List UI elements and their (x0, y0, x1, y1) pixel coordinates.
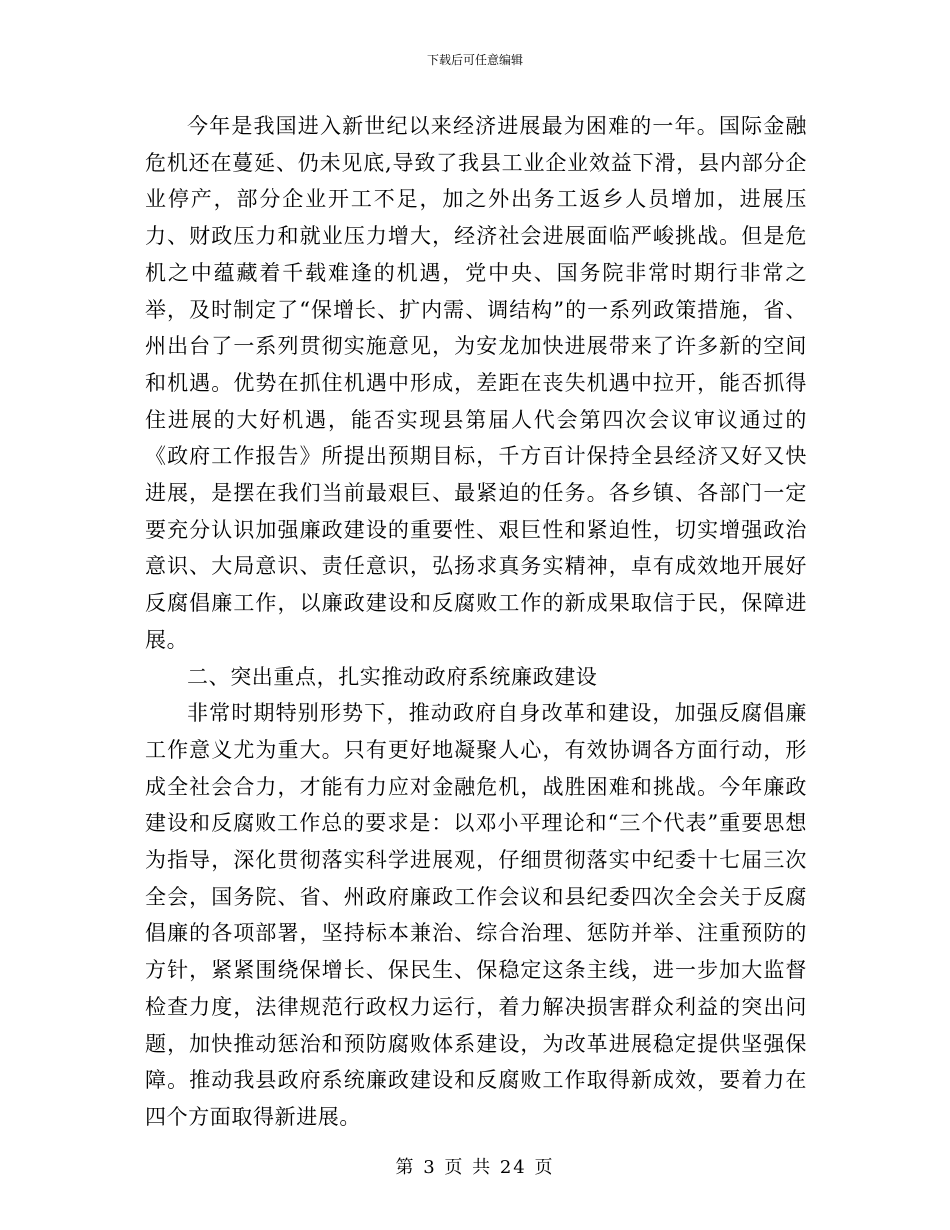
paragraph-1: 今年是我国进入新世纪以来经济进展最为困难的一年。国际金融危机还在蔓延、仍未见底,导致了我县工业企业效益下滑，县内部分企业停产，部分企业开工不足，加之外出务工返乡人员增加，进展压力、财政压力和就业压力增大，经济社会进展面临严峻挑战。但是危机之中蕴藏着千载难逢的机遇，党中央、国务院非常时期行非常之举，及时制定了“保增长、扩内需、调结构”的一系列政策措施，省、州出台了一系列贯彻实施意见，为安龙加快进展带来了许多新的空间和机遇。优势在抓住机遇中形成，差距在丧失机遇中拉开，能否抓得住进展的大好机遇，能否实现县第届人代会第四次会议审议通过的《政府工作报告》所提出预期目标，千方百计保持全县经济又好又快进展，是摆在我们当前最艰巨、最紧迫的任务。各乡镇、各部门一定要充分认识加强廉政建设的重要性、艰巨性和紧迫性，切实增强政治意识、大局意识、责任意识，弘扬求真务实精神，卓有成效地开展好反腐倡廉工作，以廉政建设和反腐败工作的新成果取信于民，保障进展。 (145, 114, 807, 652)
page-number-footer: 第 3 页 共 24 页 (395, 1157, 555, 1178)
section-heading: 二、突出重点，扎实推动政府系统廉政建设 (187, 664, 598, 689)
page-header: 下载后可任意编辑 (426, 53, 523, 67)
paragraph-2: 非常时期特别形势下，推动政府自身改革和建设，加强反腐倡廉工作意义尤为重大。只有更好地凝聚人心，有效协调各方面行动，形成全社会合力，才能有力应对金融危机，战胜困难和挑战。今年廉政建设和反腐败工作总的要求是：以邓小平理论和“三个代表”重要思想为指导，深化贯彻落实科学进展观，仔细贯彻落实中纪委十七届三次全会，国务院、省、州政府廉政工作会议和县纪委四次全会关于反腐倡廉的各项部署，坚持标本兼治、综合治理、惩防并举、注重预防的方针，紧紧围绕保增长、保民生、保稳定这条主线，进一步加大监督检查力度，法律规范行政权力运行，着力解决损害群众利益的突出问题，加快推动惩治和预防腐败体系建设，为改革进展稳定提供坚强保障。推动我县政府系统廉政建设和反腐败工作取得新成效，要着力在四个方面取得新进展。 (145, 701, 807, 1129)
document-body (145, 108, 807, 1136)
